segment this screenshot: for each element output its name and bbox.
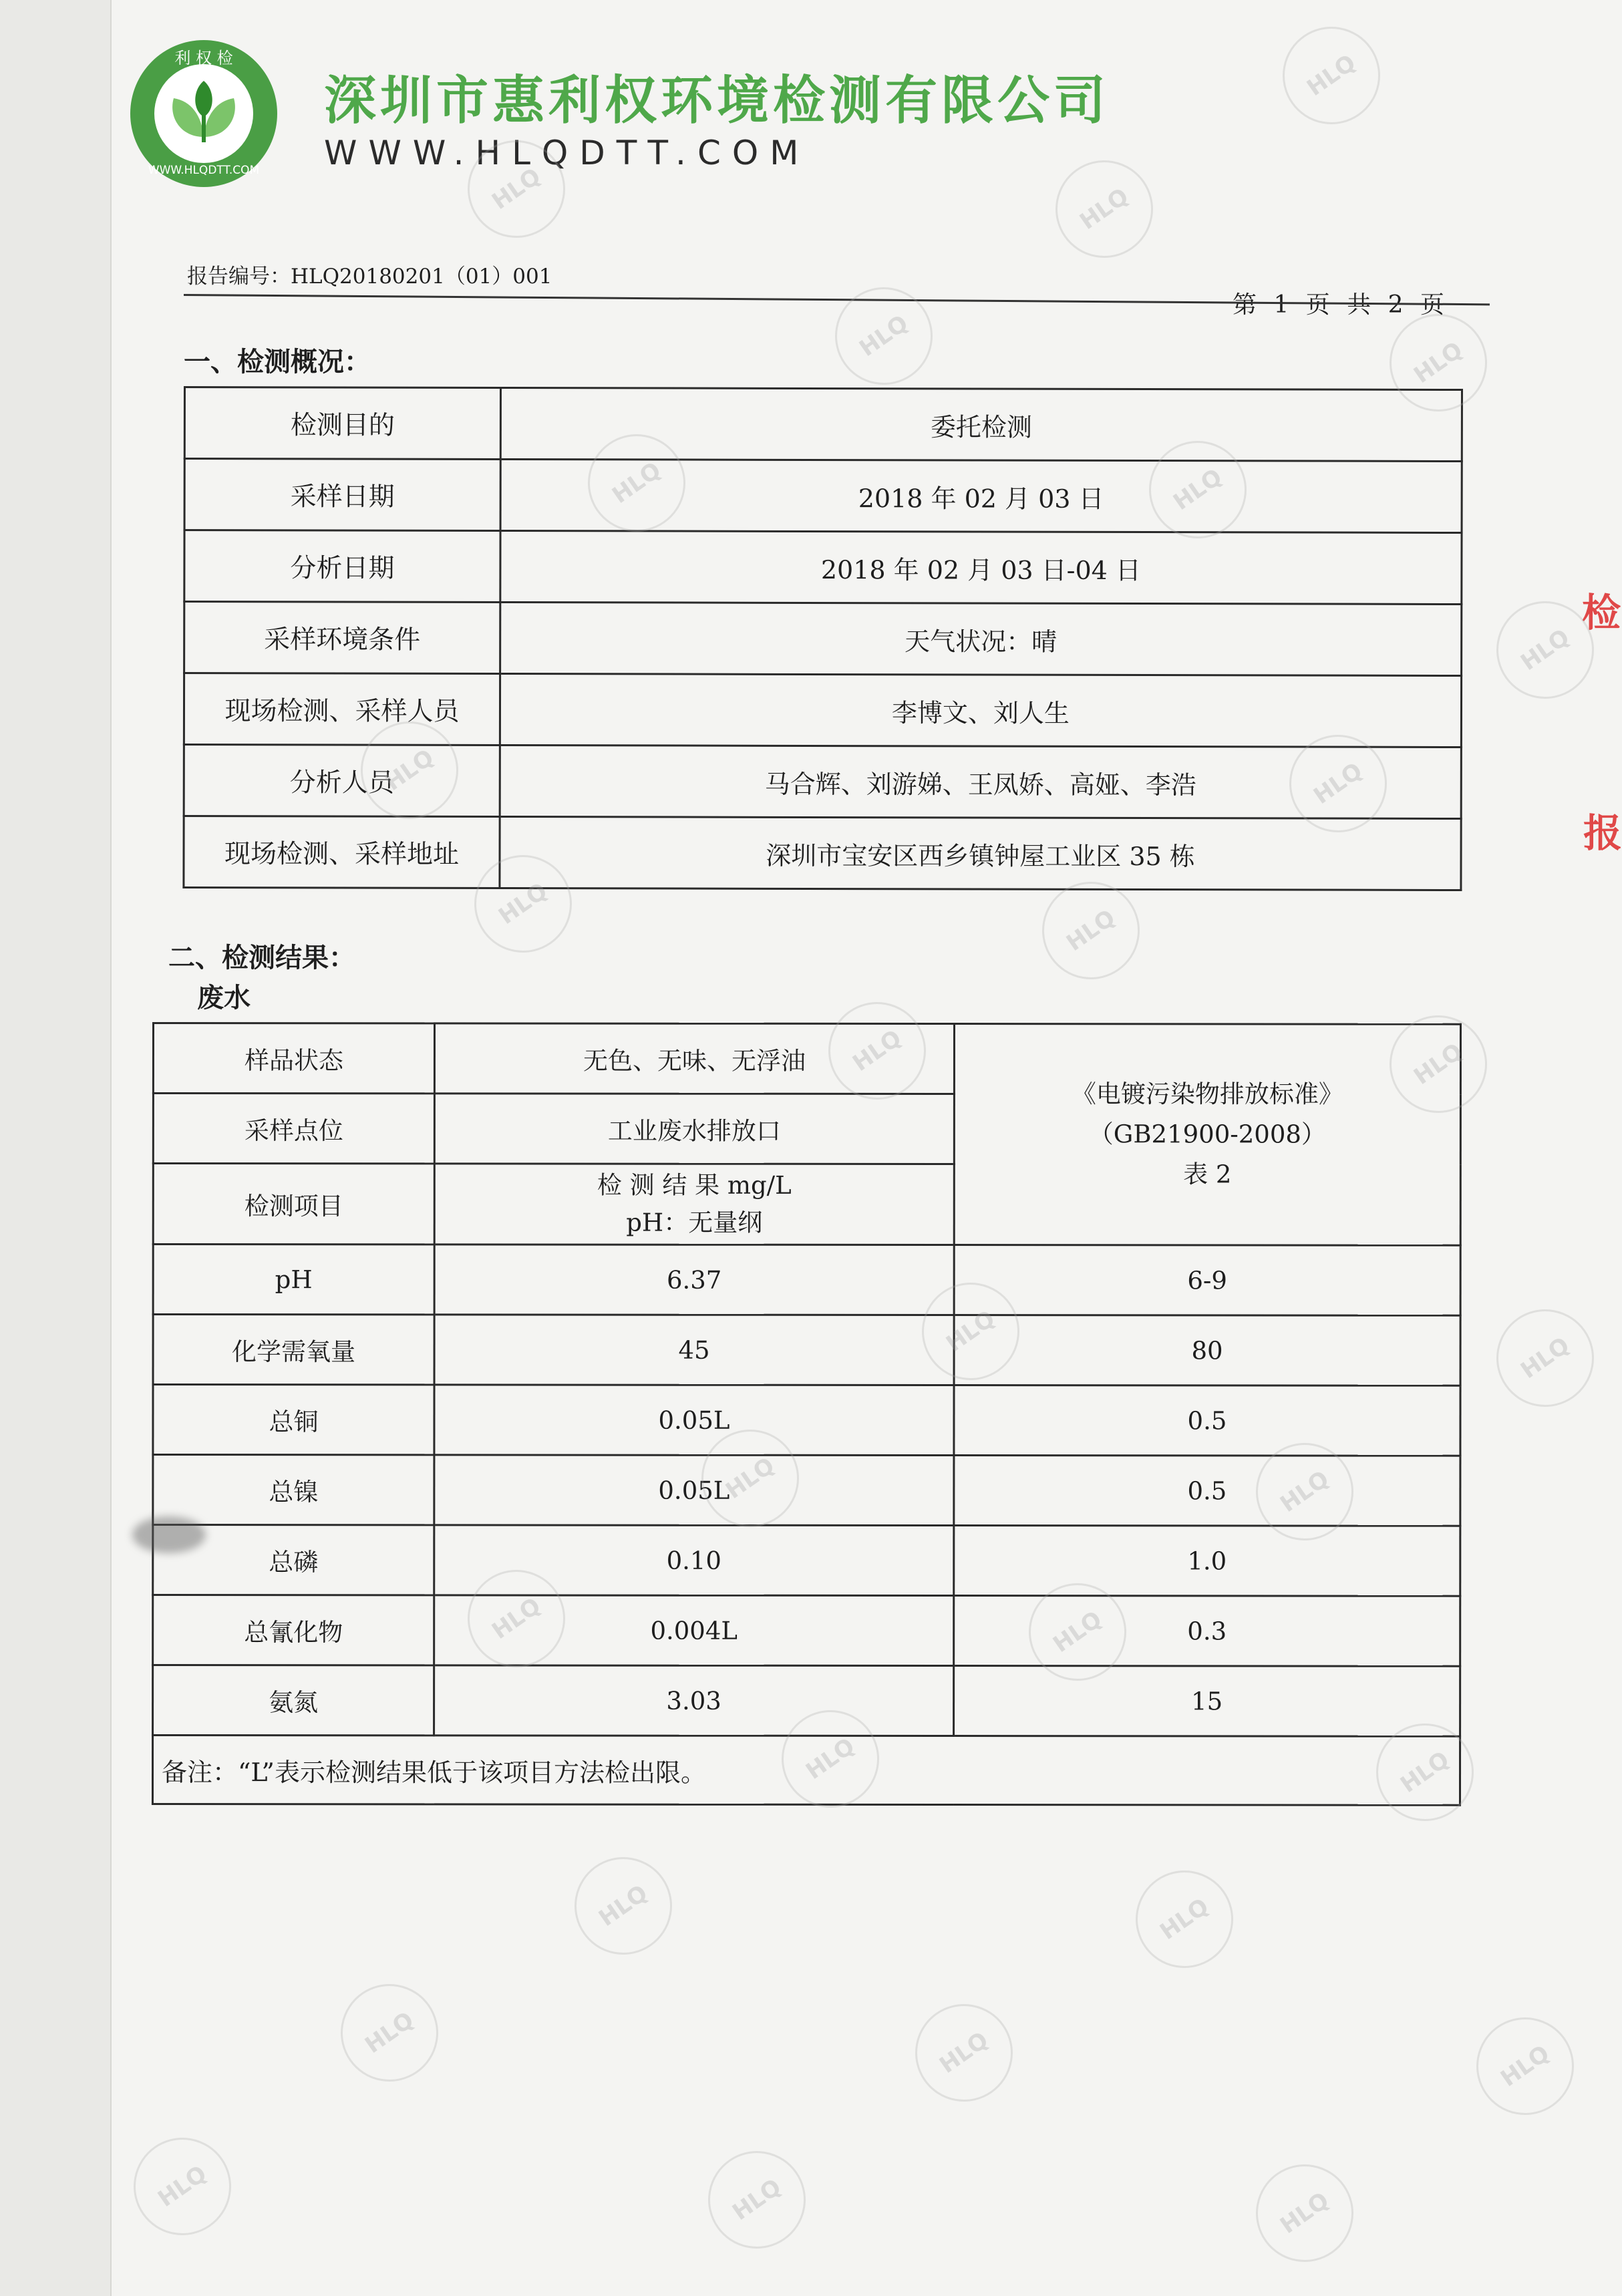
watermark: HLQ: [1477, 1290, 1613, 1426]
standard-cell: [954, 1024, 1460, 1246]
table-row: [153, 1245, 1460, 1316]
sample-state-label: 样品状态: [153, 1023, 434, 1094]
item-name: 总镍: [153, 1455, 434, 1525]
company-logo: [127, 37, 281, 190]
svg-text:利 权 检: 利 权 检: [174, 49, 233, 67]
row-label: 检测目的: [184, 387, 500, 460]
sample-state-value: 无色、无味、无浮油: [434, 1023, 954, 1094]
report-number: 报告编号：HLQ20180201（01）001: [187, 265, 552, 289]
table-row: [184, 387, 1462, 462]
watermark: HLQ: [1263, 7, 1399, 143]
watermark: HLQ: [1357, 1704, 1492, 1840]
table-row: [184, 602, 1462, 676]
standard-name: 《电镀污染物排放标准》: [1071, 1080, 1343, 1109]
watermark: HLQ: [689, 2132, 824, 2267]
row-value: 2018 年 02 月 03 日-04 日: [500, 530, 1462, 604]
overview-table: [182, 386, 1463, 891]
watermark: HLQ: [896, 1985, 1031, 2120]
watermark: HLQ: [1370, 996, 1506, 1132]
red-stamp-fragment: 报: [1583, 810, 1622, 856]
watermark: HLQ: [341, 702, 477, 838]
watermark: HLQ: [1036, 141, 1172, 277]
watermark: HLQ: [448, 121, 584, 257]
row-value: 天气状况：晴: [500, 602, 1462, 675]
watermark: HLQ: [1477, 582, 1613, 717]
watermark: HLQ: [682, 1410, 818, 1546]
table-row: [153, 1023, 1460, 1095]
watermark: HLQ: [114, 2118, 250, 2254]
ph-unit-header: pH：无量纲: [626, 1208, 763, 1237]
watermark: HLQ: [1116, 1851, 1252, 1987]
item-limit: 0.5: [954, 1456, 1460, 1526]
standard-code: （GB21900-2008）: [1088, 1120, 1326, 1149]
table-row: [184, 530, 1462, 605]
row-label: 采样环境条件: [184, 602, 500, 674]
item-limit: 80: [954, 1315, 1460, 1386]
item-name: 总氰化物: [153, 1595, 434, 1665]
watermark: HLQ: [1237, 1424, 1372, 1559]
result-unit-header: 检 测 结 果 mg/L: [597, 1170, 792, 1200]
item-result: 0.05L: [434, 1385, 954, 1456]
watermark: HLQ: [1009, 1564, 1145, 1699]
watermark: HLQ: [1023, 862, 1158, 998]
row-label: 现场检测、采样人员: [184, 673, 500, 746]
watermark: HLQ: [903, 1263, 1038, 1399]
row-value: 2018 年 02 月 03 日: [500, 459, 1462, 532]
section-2-title: 二、检测结果：: [168, 942, 355, 973]
row-label: 采样日期: [184, 459, 500, 531]
watermark: HLQ: [321, 1965, 457, 2100]
sampling-point-value: 工业废水排放口: [434, 1094, 954, 1164]
table-row: [184, 459, 1462, 533]
watermark: HLQ: [1370, 295, 1506, 430]
table-row: [184, 816, 1461, 890]
item-name: 总铜: [153, 1385, 434, 1455]
red-stamp-fragment: 检: [1582, 590, 1621, 635]
watermark: HLQ: [762, 1691, 898, 1826]
row-value: 委托检测: [500, 387, 1462, 461]
row-value: 深圳市宝安区西乡镇钟屋工业区 35 栋: [500, 816, 1461, 890]
sampling-point-label: 采样点位: [153, 1094, 434, 1164]
item-limit: 1.0: [954, 1526, 1460, 1597]
watermark: HLQ: [455, 836, 591, 971]
row-value: 马合辉、刘游娣、王凤娇、高娅、李浩: [500, 745, 1461, 818]
item-name: pH: [153, 1245, 434, 1315]
item-limit: 0.5: [954, 1385, 1460, 1456]
table-row: [153, 1595, 1460, 1667]
watermark: HLQ: [555, 1838, 691, 1973]
item-result: 6.37: [434, 1245, 954, 1315]
section-1-title: 一、检测概况：: [184, 346, 371, 377]
page-number: 第 1 页 共 2 页: [1233, 291, 1445, 319]
item-result: 0.10: [434, 1525, 954, 1596]
item-limit: 15: [954, 1666, 1460, 1737]
item-name: 总磷: [153, 1525, 434, 1595]
item-result: 45: [434, 1315, 954, 1385]
paper-edge: [0, 0, 112, 2296]
row-label: 现场检测、采样地址: [184, 816, 500, 888]
table-row: [153, 1315, 1460, 1386]
remark: 备注：“L”表示检测结果低于该项目方法检出限。: [152, 1736, 1460, 1806]
item-result: 0.05L: [434, 1455, 954, 1526]
watermark: HLQ: [1237, 2145, 1372, 2281]
watermark: HLQ: [1130, 422, 1265, 557]
table-row: [153, 1385, 1460, 1456]
item-name: 氨氮: [153, 1665, 434, 1736]
watermark: HLQ: [448, 1550, 584, 1686]
watermark: HLQ: [816, 268, 951, 403]
item-name: 化学需氧量: [153, 1315, 434, 1385]
company-url: WWW.HLQDTT.COM: [324, 134, 810, 172]
row-label: 分析日期: [184, 530, 500, 603]
watermark: HLQ: [1457, 1998, 1593, 2134]
item-header: 检测项目: [153, 1164, 434, 1245]
item-limit: 0.3: [954, 1596, 1460, 1667]
standard-table: 表 2: [1183, 1160, 1232, 1189]
item-limit: 6-9: [954, 1245, 1460, 1316]
watermark: HLQ: [809, 983, 945, 1118]
row-value: 李博文、刘人生: [500, 673, 1461, 747]
wastewater-subtitle: 废水: [197, 982, 251, 1013]
table-row: [153, 1525, 1460, 1597]
watermark: HLQ: [569, 415, 704, 550]
watermark: HLQ: [1270, 715, 1406, 851]
item-result: 0.004L: [434, 1595, 954, 1666]
item-result: 3.03: [434, 1665, 954, 1736]
svg-text:WWW.HLQDTT.COM: WWW.HLQDTT.COM: [148, 164, 260, 177]
company-name: 深圳市惠利权环境检测有限公司: [324, 71, 1110, 131]
result-header: [434, 1164, 954, 1245]
row-label: 分析人员: [184, 745, 500, 817]
results-table: [152, 1022, 1462, 1806]
ink-smudge: [132, 1516, 206, 1553]
